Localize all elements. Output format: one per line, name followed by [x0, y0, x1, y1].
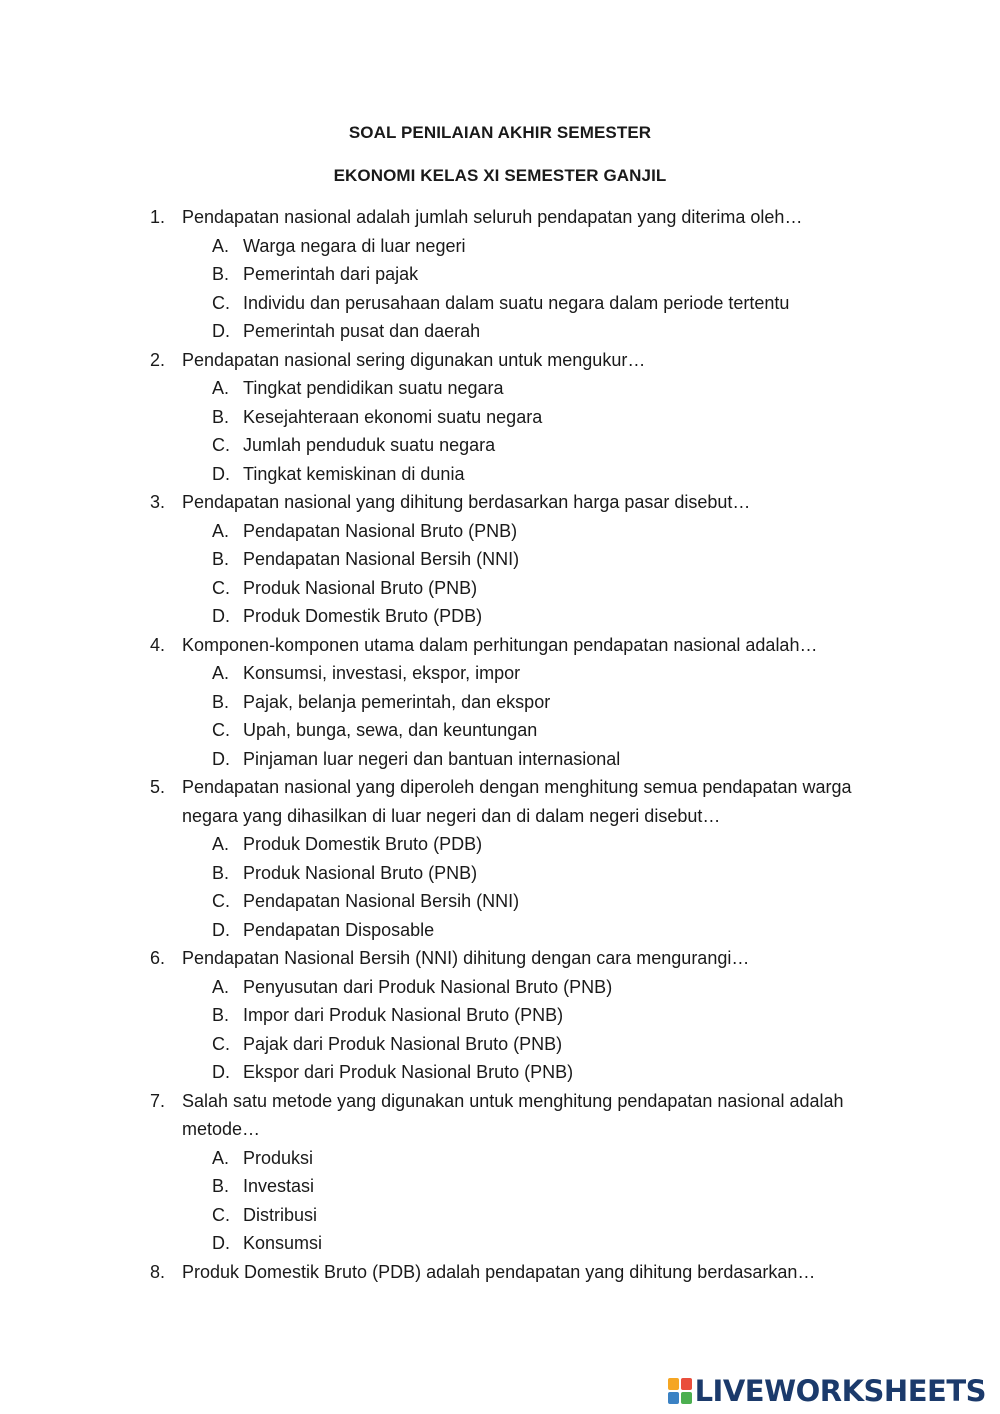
option-text: Ekspor dari Produk Nasional Bruto (PNB): [243, 1062, 574, 1082]
option-list: [182, 374, 890, 488]
option-label: A.: [212, 1147, 230, 1168]
option-text: Distribusi: [243, 1204, 318, 1225]
option-text: Produk Nasional Bruto (PNB): [243, 862, 478, 883]
option-label: A.: [212, 520, 230, 541]
option-label: B.: [212, 264, 230, 284]
question-item: [150, 203, 890, 346]
answer-option[interactable]: [182, 1144, 890, 1173]
option-text: Pinjaman luar negeri dan bantuan internasional: [243, 748, 621, 769]
option-text: Warga negara di luar negeri: [243, 235, 466, 256]
option-label: A.: [212, 235, 230, 256]
option-label: D.: [212, 1062, 230, 1082]
answer-option[interactable]: [182, 659, 890, 688]
answer-option[interactable]: [182, 431, 890, 460]
option-label: C.: [212, 1033, 230, 1054]
option-label: D.: [212, 463, 230, 484]
option-list: [182, 517, 890, 631]
option-label: A.: [212, 378, 230, 398]
answer-option[interactable]: [182, 260, 890, 289]
option-text: Pemerintah pusat dan daerah: [243, 321, 481, 341]
answer-option[interactable]: [182, 1172, 890, 1201]
answer-option[interactable]: [182, 859, 890, 888]
answer-option[interactable]: [182, 545, 890, 574]
option-text: Konsumsi, investasi, ekspor, impor: [243, 663, 521, 683]
document-subtitle: EKONOMI KELAS XI SEMESTER GANJIL: [333, 166, 667, 185]
document-title: SOAL PENILAIAN AKHIR SEMESTER: [348, 123, 652, 142]
option-label: B.: [212, 549, 230, 569]
option-label: D.: [212, 606, 230, 626]
answer-option[interactable]: [182, 887, 890, 916]
option-text: Pendapatan Disposable: [243, 919, 435, 940]
answer-option[interactable]: [182, 317, 890, 346]
question-number: 8.: [150, 1261, 166, 1282]
answer-option[interactable]: [182, 517, 890, 546]
answer-option[interactable]: [182, 1030, 890, 1059]
option-text: Pendapatan Nasional Bruto (PNB): [243, 520, 518, 541]
question-text: Pendapatan Nasional Bersih (NNI) dihitung dengan cara mengurangi…: [182, 948, 750, 968]
option-label: D.: [212, 1233, 230, 1253]
answer-option[interactable]: [182, 403, 890, 432]
answer-option[interactable]: [182, 916, 890, 945]
question-item: [150, 1258, 890, 1287]
option-label: B.: [212, 406, 230, 427]
option-label: B.: [212, 1005, 230, 1025]
option-text: Pendapatan Nasional Bersih (NNI): [243, 549, 520, 569]
question-item: [150, 346, 890, 489]
answer-option[interactable]: [182, 973, 890, 1002]
answer-option[interactable]: [182, 688, 890, 717]
question-item: [150, 1087, 890, 1258]
option-label: C.: [212, 891, 230, 911]
answer-option[interactable]: [182, 1201, 890, 1230]
option-label: C.: [212, 435, 230, 455]
question-list: [150, 203, 890, 1286]
option-list: [182, 659, 890, 773]
answer-option[interactable]: [182, 460, 890, 489]
question-text: Pendapatan nasional yang diperoleh dengan menghitung semua pendapatan warga negara yang dihasilkan di luar negeri dan di dalam negeri disebut…: [182, 777, 852, 826]
option-text: Produk Nasional Bruto (PNB): [243, 577, 478, 598]
option-text: Kesejahteraan ekonomi suatu negara: [243, 406, 543, 427]
liveworksheets-logo-icon: [668, 1378, 692, 1404]
question-text: Pendapatan nasional sering digunakan untuk mengukur…: [182, 349, 646, 370]
question-item: [150, 773, 890, 944]
liveworksheets-logo: [668, 1374, 986, 1408]
question-number: 1.: [150, 207, 166, 227]
option-label: C.: [212, 1204, 230, 1225]
option-label: D.: [212, 748, 230, 769]
option-text: Tingkat kemiskinan di dunia: [243, 463, 465, 484]
option-text: Tingkat pendidikan suatu negara: [243, 378, 504, 398]
option-label: D.: [212, 321, 230, 341]
option-text: Pendapatan Nasional Bersih (NNI): [243, 891, 520, 911]
option-label: B.: [212, 1176, 230, 1196]
question-text: Pendapatan nasional yang dihitung berdasarkan harga pasar disebut…: [182, 492, 751, 512]
answer-option[interactable]: [182, 1229, 890, 1258]
option-label: C.: [212, 292, 230, 313]
question-number: 5.: [150, 777, 166, 797]
option-list: [182, 232, 890, 346]
option-text: Produk Domestik Bruto (PDB): [243, 834, 483, 854]
question-item: [150, 488, 890, 631]
option-text: Impor dari Produk Nasional Bruto (PNB): [243, 1005, 564, 1025]
option-text: Produk Domestik Bruto (PDB): [243, 606, 483, 626]
answer-option[interactable]: [182, 745, 890, 774]
option-list: [182, 1144, 890, 1258]
answer-option[interactable]: [182, 602, 890, 631]
option-text: Penyusutan dari Produk Nasional Bruto (PNB): [243, 976, 613, 997]
option-text: Investasi: [243, 1176, 315, 1196]
option-label: C.: [212, 720, 230, 740]
answer-option[interactable]: [182, 374, 890, 403]
option-text: Pajak dari Produk Nasional Bruto (PNB): [243, 1033, 563, 1054]
question-text: Komponen-komponen utama dalam perhitungan pendapatan nasional adalah…: [182, 634, 818, 655]
option-label: A.: [212, 834, 230, 854]
question-text: Pendapatan nasional adalah jumlah seluruh pendapatan yang diterima oleh…: [182, 207, 803, 227]
answer-option[interactable]: [182, 830, 890, 859]
option-list: [182, 973, 890, 1087]
option-text: Jumlah penduduk suatu negara: [243, 435, 496, 455]
option-label: C.: [212, 577, 230, 598]
option-list: [182, 830, 890, 944]
answer-option[interactable]: [182, 232, 890, 261]
option-text: Upah, bunga, sewa, dan keuntungan: [243, 720, 538, 740]
option-text: Individu dan perusahaan dalam suatu negara dalam periode tertentu: [243, 292, 790, 313]
answer-option[interactable]: [182, 289, 890, 318]
question-item: [150, 944, 890, 1087]
question-number: 7.: [150, 1090, 166, 1111]
logo-text: LIVEWORKSHEETS: [694, 1374, 986, 1408]
option-text: Konsumsi: [243, 1233, 323, 1253]
question-text: Salah satu metode yang digunakan untuk menghitung pendapatan nasional adalah metode…: [182, 1090, 844, 1139]
option-label: A.: [212, 976, 230, 997]
option-text: Produksi: [243, 1147, 314, 1168]
question-number: 3.: [150, 492, 166, 512]
option-label: A.: [212, 663, 230, 683]
answer-option[interactable]: [182, 1001, 890, 1030]
question-number: 2.: [150, 349, 166, 370]
question-number: 4.: [150, 634, 166, 655]
answer-option[interactable]: [182, 1058, 890, 1087]
question-number: 6.: [150, 948, 166, 968]
option-label: D.: [212, 919, 230, 940]
option-text: Pajak, belanja pemerintah, dan ekspor: [243, 691, 551, 712]
answer-option[interactable]: [182, 574, 890, 603]
answer-option[interactable]: [182, 716, 890, 745]
option-label: B.: [212, 691, 230, 712]
option-label: B.: [212, 862, 230, 883]
option-text: Pemerintah dari pajak: [243, 264, 419, 284]
question-item: [150, 631, 890, 774]
question-text: Produk Domestik Bruto (PDB) adalah pendapatan yang dihitung berdasarkan…: [182, 1261, 816, 1282]
